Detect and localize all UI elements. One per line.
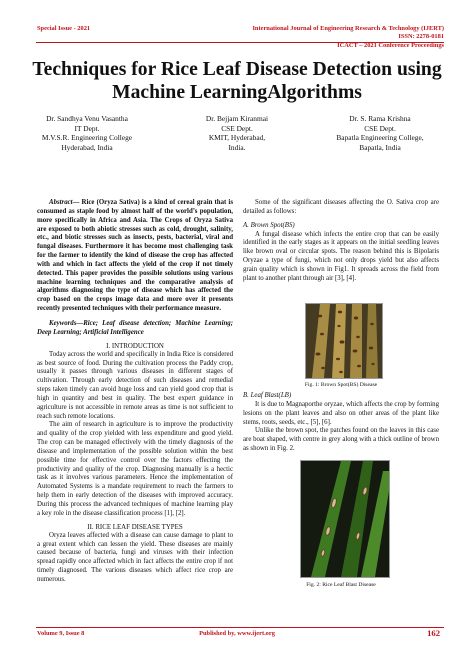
abstract-label: Abstract—	[49, 199, 80, 206]
section-heading-introduction: I. INTRODUCTION	[106, 342, 164, 350]
author-1	[22, 114, 152, 152]
subsection-leaf-blast: B. Leaf Blast(LB)	[243, 392, 292, 399]
subsection-brown-spot: A. Brown Spot(BS)	[243, 221, 295, 229]
author-institution: KMIT, Hyderabad,	[208, 133, 266, 143]
author-dept: CSE Dept.	[364, 123, 396, 133]
section-heading-disease-types: II. RICE LEAF DISEASE TYPES	[87, 523, 183, 531]
author-2	[172, 114, 302, 152]
title-line-1: Techniques for Rice Leaf Disease Detection using	[32, 59, 442, 80]
types-paragraph-1: Oryza leaves affected with a disease can cause damage to plant to a great extent which can lessen the yield. These diseases are mainly caused because of bacteria, fungi and viruses with their infection spread rapidly once affected which in fact affects the entire crop if not timely diagnosed. The various diseases which affect rice crop are numerous.	[37, 531, 233, 583]
left-column	[37, 199, 233, 585]
figure-2-caption: Fig. 2: Rice Leaf Blast Disease	[306, 582, 376, 588]
author-name: Dr. Sandhya Venu Vasantha	[46, 114, 128, 123]
right-column-blast	[243, 392, 439, 454]
author-dept: IT Dept.	[74, 123, 100, 133]
author-dept: CSE Dept.	[221, 123, 253, 133]
figure-2-leaf-blast	[300, 460, 390, 578]
header-conference: ICACT – 2021 Conference Proceedings	[337, 42, 444, 49]
author-location: India.	[228, 142, 246, 152]
brown-spot-leaf-image	[306, 304, 382, 378]
keywords-label: Keywords—	[49, 319, 84, 327]
author-3	[315, 114, 445, 152]
abstract	[37, 199, 233, 314]
author-location: Bapatla, India	[359, 142, 401, 152]
leaf-blast-image	[301, 461, 389, 577]
figure-1-caption: Fig. 1: Brown Spot(BS) Disease	[304, 382, 378, 388]
title-line-2: Machine LearningAlgorithms	[112, 81, 362, 103]
abstract-text: Rice (Oryza Sativa) is a kind of cereal grain that is consumed as staple food by almost half of the world’s population, more specifically in Africa and Asia. The Crops of Oryza Sativa are exposed to both abiotic stresses such as cold, drought, salinity, etc., and biotic stresses such as insects, pests, bacterial, viral and fungal diseases. Furthermore it has become most challenging task for the farmer to identify the kind of disease the crop has affected with and which in fact affects the yield of the crop if not timely detected. This paper provides the possible solutions using various machine learning techniques and the comparative analysis of algorithms diagnosing the type of disease which has affected the crop based on the crops image data and more over it presents recently presented techniques with their performance measure.	[37, 199, 233, 313]
keywords	[37, 320, 233, 338]
author-name: Dr. S. Rama Krishna	[349, 114, 411, 123]
footer-volume: Volume 9, Issue 8	[37, 630, 85, 637]
leaf-blast-paragraph-1: It is due to Magnaporthe oryzae, which affects the crop by forming lesions on the plant leaves and also on other areas of the plant like stems, roots, seeds, etc., [5], [6].	[243, 400, 439, 426]
diseases-intro: Some of the significant diseases affecting the O. Sativa crop are detailed as follows:	[243, 199, 439, 215]
header-issn: ISSN: 2278-0181	[398, 33, 444, 40]
footer-publisher: Published by, www.ijert.org	[199, 630, 275, 637]
paper-title	[20, 59, 454, 104]
header-special-issue: Special Issue - 2021	[37, 25, 91, 32]
page-number: 162	[427, 628, 440, 638]
leaf-blast-paragraph-2: Unlike the brown spot, the patches found on the leaves in this case are boat shaped, with centre in grey along with a thick outline of brown as shown in Fig. 2.	[243, 427, 439, 453]
header-journal: International Journal of Engineering Research & Technology (IJERT)	[252, 25, 444, 32]
right-column-top	[243, 199, 439, 284]
footer-rule	[36, 627, 444, 628]
figure-1-brown-spot	[305, 303, 383, 379]
intro-paragraph-2: The aim of research in agriculture is to improve the productivity and quality of the crop yielded with less expenditure and good yield. The crop can be managed effectively with the timely diagnosis of the disease and implementation of the possible solution within the best possible time for effective control over the factors effecting the productivity and quality of the crop. Diagnosing manually is a hectic task as it involves various parameters. Hence the implementation of Automated Systems is a mandate requirement to reach the farmers to help them in early detection of the diseases with improved accuracy. During this process the advanced techniques of machine learning play a key role in the disease classification process [1], [2].	[37, 421, 233, 517]
keywords-text: Rice; Leaf disease detection; Machine Learning; Deep Learning; Artificial Intelligence	[37, 319, 233, 336]
author-institution: M.V.S.R. Engineering College	[41, 133, 133, 143]
author-location: Hyderabad, India	[61, 142, 113, 152]
author-institution: Bapatla Engineering College,	[336, 133, 424, 143]
brown-spot-paragraph: A fungal disease which infects the entire crop that can be easily identified in the early stages as it appears on the initial seedling leaves like brown oval or circular spots. The reason behind this is Bipolaris Oryzae a type of fungi, which not only drops yield but also affects grain quality which is shown in Fig1. It spreads across the field from plant to another plant through air [3], [4].	[243, 230, 439, 282]
author-name: Dr. Bejjam Kiranmai	[205, 114, 269, 123]
intro-paragraph-1: Today across the world and specifically in India Rice is considered as best source of food. During the cultivation process the Paddy crop, usually it passes through various diseases in different stages of cultivation. Through early detection of such diseases and remedial steps taken timely can avoid huge loss and can yield good crop that is high in quantity and best in quality. The best expert guidance in agriculture is not accessible in remote areas as time is not sufficient to reach such remote locations.	[37, 350, 233, 420]
